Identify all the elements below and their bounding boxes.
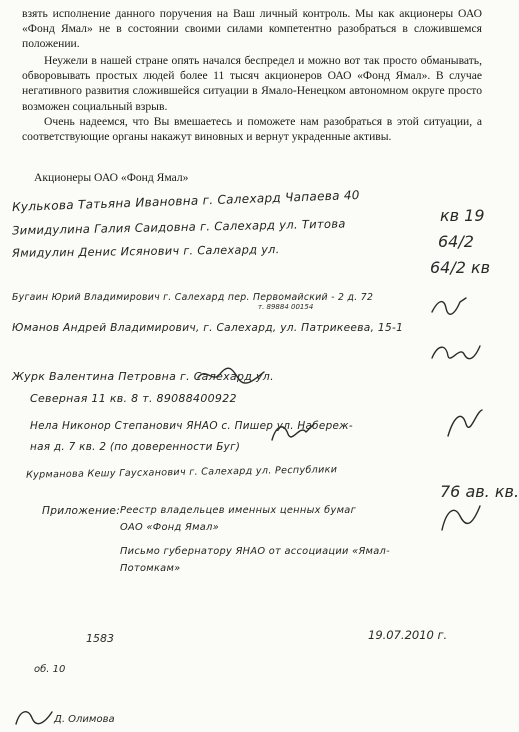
appendix-item-1: Реестр владельцев именных ценных бумаг: [120, 505, 357, 516]
letter-date: 19.07.2010 г.: [368, 628, 448, 642]
signer-line-3-note-b: 64/2 кв: [430, 258, 491, 277]
letter-paragraph-2: Неужели в нашей стране опять начался беспредел и можно вот так просто обманывать, обворовывать простых людей более 11 тысяч акционеров ОАО «Фонд Ямал». В случае негативного развития сложившейся ситуации в Ямало-Ненецком автономном округе просто возможен социальный взрыв.: [22, 54, 482, 113]
footer-signature-mark: [14, 706, 54, 728]
appendix-label: Приложение:: [42, 505, 121, 517]
footer-signature-text: Д. Олимова: [54, 714, 115, 725]
signature-mark-5: [430, 340, 482, 366]
signer-line-3: Ямидулин Денис Исянович г. Салехард ул.: [11, 243, 280, 260]
signature-mark-8: [270, 420, 316, 446]
letter-paragraph-3: Очень надеемся, что Вы вмешаетесь и поможете нам разобраться в этой ситуации, а соответствующие органы накажут виновных и вернут украденные активы.: [22, 115, 482, 144]
reg-number: 1583: [86, 632, 114, 645]
signature-mark-6: [196, 364, 266, 386]
appendix-item-2: Письмо губернатору ЯНАО от ассоциации «Ямал-: [120, 546, 390, 557]
signer-line-1-note: кв 19: [440, 206, 485, 225]
signer-line-9: ная д. 7 кв. 2 (по доверенности Буг): [30, 441, 241, 453]
signature-mark-8-right: [444, 406, 484, 442]
signer-line-10-note: 76 ав. кв.: [440, 482, 519, 501]
signer-line-6: Журк Валентина Петровна г. Салехард ул.: [12, 370, 274, 383]
signer-line-5: Юманов Андрей Владимирович, г. Салехард, ул. Патрикеева, 15-1: [12, 322, 404, 334]
signer-line-4-note: т. 89884 00154: [258, 303, 314, 311]
signer-line-10: Курманова Кешу Гаусханович г. Салехард ул. Республики: [25, 464, 338, 481]
appendix-item-2b: Потомкам»: [120, 563, 181, 574]
signer-line-3-note-a: 64/2: [438, 232, 474, 251]
signature-mark-4: [430, 296, 470, 320]
signature-mark-appendix: [438, 500, 484, 536]
signers-heading: Акционеры ОАО «Фонд Ямал»: [34, 171, 189, 184]
signer-line-4: Бугаин Юрий Владимирович г. Салехард пер. Первомайский - 2 д. 72: [12, 292, 374, 303]
signer-line-8: Нела Никонор Степанович ЯНАО с. Пишер ул. Набереж-: [30, 420, 353, 432]
signer-line-7: Северная 11 кв. 8 т. 89088400922: [30, 392, 237, 405]
sheet-mark: об. 10: [34, 664, 66, 675]
appendix-item-1b: ОАО «Фонд Ямал»: [120, 522, 220, 533]
signer-line-2: Зимидулина Галия Саидовна г. Салехард ул. Титова: [11, 216, 346, 238]
signer-line-1: Кулькова Татьяна Ивановна г. Салехард Чапаева 40: [11, 187, 360, 215]
letter-paragraph-1: взять исполнение данного поручения на Ваш личный контроль. Мы как акционеры ОАО «Фонд Ямал» не в состоянии своими силами компетентно разобраться в сложившемся положении.: [22, 7, 482, 51]
